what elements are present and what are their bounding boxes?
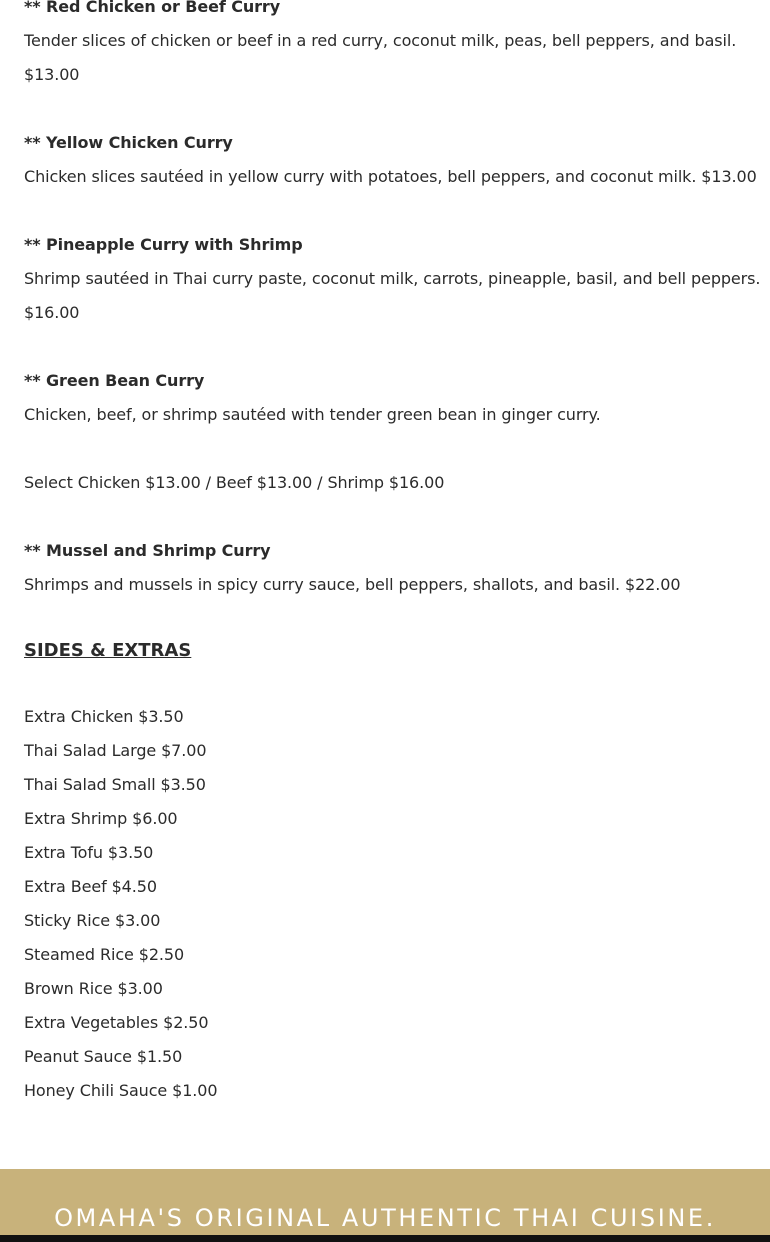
spacer: [24, 602, 754, 634]
side-item: Extra Tofu $3.50: [24, 843, 154, 862]
side-item: Extra Shrimp $6.00: [24, 809, 178, 828]
dish-price: $13.00: [24, 65, 80, 84]
side-item: Extra Beef $4.50: [24, 877, 157, 896]
spacer: [24, 668, 754, 700]
side-item: Extra Chicken $3.50: [24, 707, 184, 726]
dish-price-options: Select Chicken $13.00 / Beef $13.00 / Shrimp $16.00: [24, 473, 445, 492]
spacer: [24, 92, 754, 126]
side-item: Peanut Sauce $1.50: [24, 1047, 183, 1066]
side-item: Thai Salad Small $3.50: [24, 775, 206, 794]
dish-title: ** Yellow Chicken Curry: [24, 133, 233, 152]
spacer: [24, 194, 754, 228]
dish-price: $16.00: [24, 303, 80, 322]
side-item: Brown Rice $3.00: [24, 979, 163, 998]
dish-title: ** Red Chicken or Beef Curry: [24, 0, 281, 16]
menu-content: [24, 0, 761, 1108]
sides-list: [24, 700, 754, 1108]
dish-description: Shrimp sautéed in Thai curry paste, coconut milk, carrots, pineapple, basil, and bell peppers.: [24, 269, 761, 288]
dish-description: Chicken slices sautéed in yellow curry with potatoes, bell peppers, and coconut milk. $13.00: [24, 167, 757, 186]
footer-bottom-bar: [0, 1235, 770, 1242]
dish-description: Chicken, beef, or shrimp sautéed with tender green bean in ginger curry.: [24, 405, 601, 424]
side-item: Honey Chili Sauce $1.00: [24, 1081, 218, 1100]
dish-description: Tender slices of chicken or beef in a red curry, coconut milk, peas, bell peppers, and basil.: [24, 31, 737, 50]
dish-description: Shrimps and mussels in spicy curry sauce, bell peppers, shallots, and basil. $22.00: [24, 575, 681, 594]
spacer: [24, 432, 754, 466]
sides-heading: SIDES & EXTRAS: [24, 640, 192, 661]
side-item: Thai Salad Large $7.00: [24, 741, 207, 760]
dish-title: ** Green Bean Curry: [24, 371, 205, 390]
dish-title: ** Pineapple Curry with Shrimp: [24, 235, 303, 254]
spacer: [24, 500, 754, 534]
spacer: [24, 330, 754, 364]
footer-tagline: OMAHA'S ORIGINAL AUTHENTIC THAI CUISINE.: [54, 1204, 716, 1232]
dish-title: ** Mussel and Shrimp Curry: [24, 541, 271, 560]
side-item: Sticky Rice $3.00: [24, 911, 161, 930]
side-item: Extra Vegetables $2.50: [24, 1013, 209, 1032]
side-item: Steamed Rice $2.50: [24, 945, 185, 964]
